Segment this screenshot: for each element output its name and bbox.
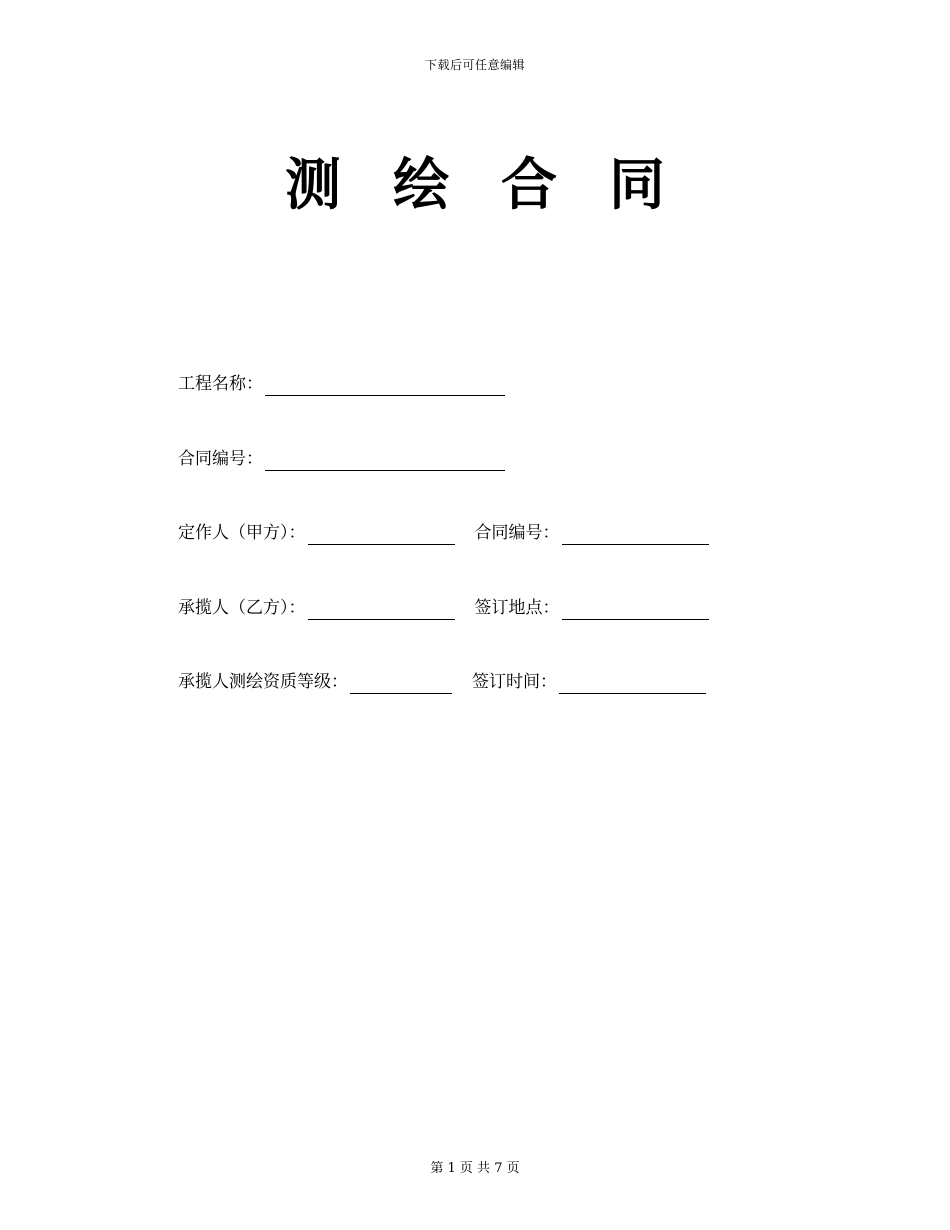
field-row-contract-no: [178, 447, 505, 471]
sign-time-label: 签订时间：: [472, 672, 557, 692]
project-name-label: 工程名称：: [178, 374, 263, 394]
party-a-blank[interactable]: [308, 526, 455, 545]
field-row-project-name: [178, 372, 505, 396]
header-note: 下载后可任意编辑: [424, 58, 525, 72]
party-b-blank[interactable]: [308, 601, 455, 620]
page-number: 第 1 页 共 7 页: [430, 1161, 520, 1176]
field-row-qualification: [178, 670, 706, 694]
field-row-party-a: [178, 521, 709, 545]
contract-no-secondary-blank[interactable]: [562, 526, 709, 545]
sign-place-blank[interactable]: [562, 601, 709, 620]
qualification-label: 承揽人测绘资质等级：: [178, 672, 348, 692]
sign-time-blank[interactable]: [559, 675, 706, 694]
document-title: 测绘合同: [285, 153, 717, 218]
contract-no-label: 合同编号：: [178, 449, 263, 469]
contract-no-label-secondary: 合同编号：: [474, 523, 560, 543]
party-b-label: 承揽人（乙方）：: [178, 598, 306, 618]
qualification-blank[interactable]: [350, 675, 452, 694]
contract-no-blank[interactable]: [265, 452, 505, 471]
party-a-label: 定作人（甲方）：: [178, 523, 306, 543]
project-name-blank[interactable]: [265, 377, 505, 396]
sign-place-label: 签订地点：: [474, 598, 560, 618]
field-row-party-b: [178, 596, 709, 620]
